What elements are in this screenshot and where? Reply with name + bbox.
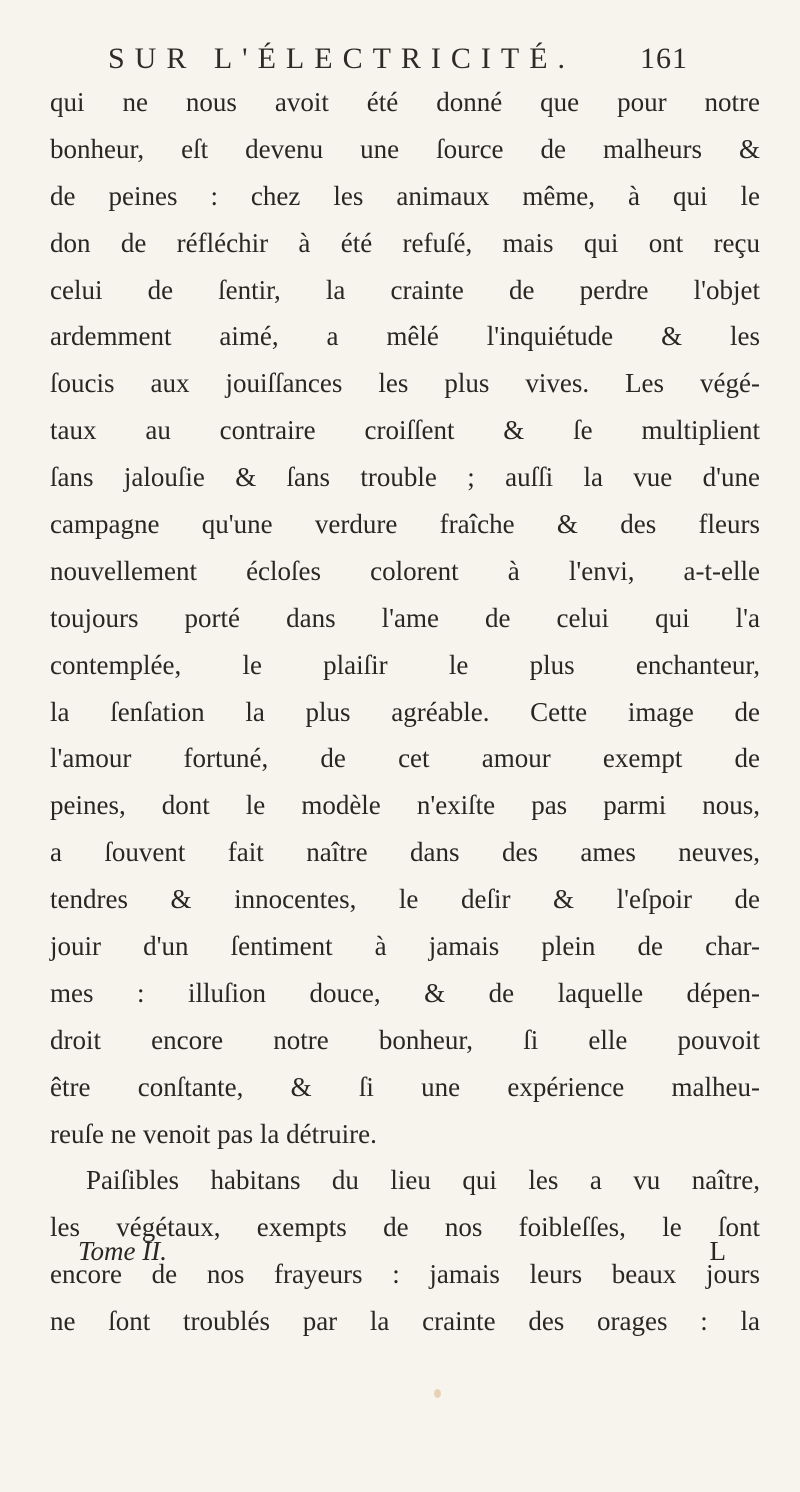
text-line: campagne qu'une verdure fraîche & des fleurs xyxy=(50,509,760,540)
text-line: ſans jalouſie & ſans trouble ; auſſi la vue d'une xyxy=(50,462,760,493)
text-line: don de réfléchir à été refuſé, mais qui ont reçu xyxy=(50,227,760,258)
text-line: contemplée, le plaiſir le plus enchanteur, xyxy=(50,649,760,680)
text-line: ardemment aimé, a mêlé l'inquiétude & les xyxy=(50,321,760,352)
body-text xyxy=(50,79,760,1345)
text-line: celui de ſentir, la crainte de perdre l'objet xyxy=(50,274,760,305)
text-line: de peines : chez les animaux même, à qui le xyxy=(50,180,760,211)
text-line: être conſtante, & ſi une expérience malheu- xyxy=(50,1071,760,1102)
paper-stain xyxy=(434,1389,441,1398)
text-line: encore de nos frayeurs : jamais leurs beaux jours xyxy=(50,1259,760,1290)
text-line: jouir d'un ſentiment à jamais plein de char- xyxy=(50,931,760,962)
page-number: 161 xyxy=(640,42,688,75)
text-line: peines, dont le modèle n'exiſte pas parmi nous, xyxy=(50,790,760,821)
signature-mark: L xyxy=(709,1236,726,1266)
text-line: droit encore notre bonheur, ſi elle pouvoit xyxy=(50,1024,760,1055)
text-line: mes : illuſion douce, & de laquelle dépen- xyxy=(50,977,760,1008)
text-line: nouvellement écloſes colorent à l'envi, a-t-elle xyxy=(50,555,760,586)
text-line: les végétaux, exempts de nos foibleſſes, le ſont xyxy=(50,1212,760,1243)
paragraph-end-line: reuſe ne venoit pas la détruire. xyxy=(50,1118,377,1149)
text-line: la ſenſation la plus agréable. Cette image de xyxy=(50,696,760,727)
text-line: bonheur, eſt devenu une ſource de malheurs & xyxy=(50,133,760,164)
text-line: tendres & innocentes, le deſir & l'eſpoir de xyxy=(50,884,760,915)
footer-line xyxy=(78,1236,726,1280)
text-line: toujours porté dans l'ame de celui qui l'a xyxy=(50,602,760,633)
text-line: ne ſont troublés par la crainte des orages : la xyxy=(50,1306,760,1337)
text-line: qui ne nous avoit été donné que pour notre xyxy=(50,87,760,117)
text-line: taux au contraire croiſſent & ſe multiplient xyxy=(50,415,760,446)
paragraph-start-line: Paiſibles habitans du lieu qui les a vu naître, xyxy=(86,1165,760,1196)
text-line: ſoucis aux jouiſſances les plus vives. Les végé- xyxy=(50,368,760,399)
volume-label: Tome II. xyxy=(78,1236,168,1266)
text-line: l'amour fortuné, de cet amour exempt de xyxy=(50,743,760,774)
running-title: SUR L'ÉLECTRICITÉ. xyxy=(108,42,576,75)
text-line: a ſouvent fait naître dans des ames neuves, xyxy=(50,837,760,868)
